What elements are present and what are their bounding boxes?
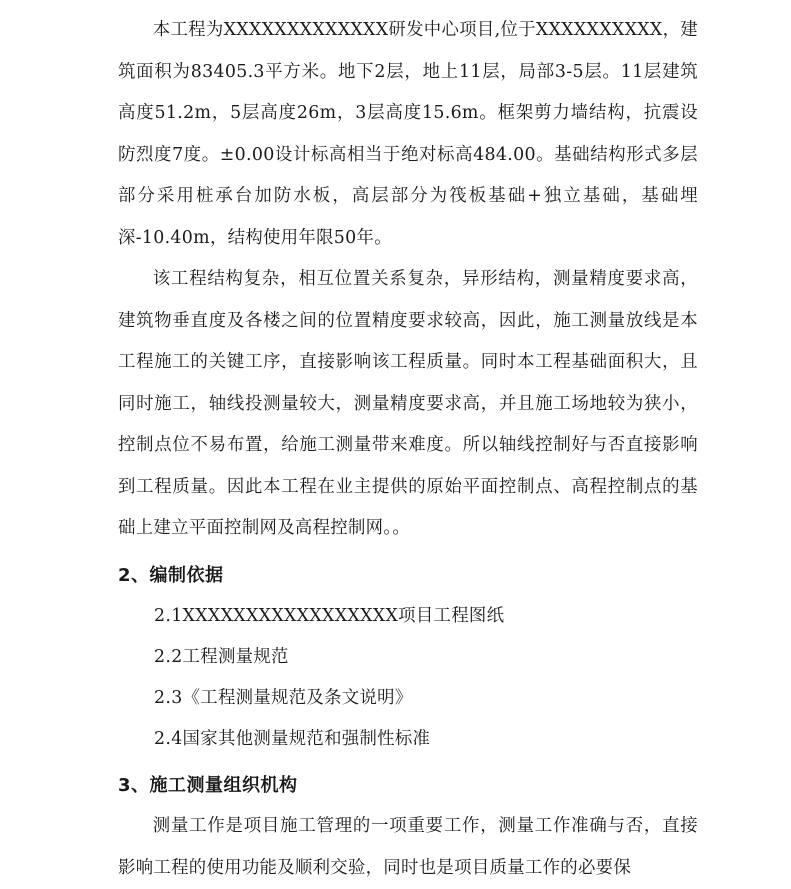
basis-item: 2.3《工程测量规范及条文说明》 <box>154 687 413 708</box>
organization-paragraph: 测量工作是项目施工管理的一项重要工作，测量工作准确与否，直接影响工程的使用功能及顺利交验，同时也是项目质量工作的必要保 <box>118 816 698 878</box>
basis-item: 2.4国家其他测量规范和强制性标准 <box>154 729 431 750</box>
project-overview-paragraph: 本工程为XXXXXXXXXXXXX研发中心项目,位于XXXXXXXXXX，建筑面积为83405.3平方米。地下2层，地上11层，局部3-5层。11层建筑高度51.2m，5层高度26m，3层高度15.6m。框架剪力墙结构，抗震设防烈度7度。±0.00设计标高相当于绝对标高484.00。基础结构形式多层部分采用桩承台加防水板，高层部分为筏板基础+独立基础，基础埋深-10.40m，结构使用年限50年。 <box>118 20 698 248</box>
document-page <box>118 10 698 889</box>
basis-item: 2.2工程测量规范 <box>154 646 289 667</box>
basis-list <box>118 596 698 761</box>
section-2-heading: 2、编制依据 <box>118 564 224 586</box>
survey-importance-paragraph: 该工程结构复杂，相互位置关系复杂，异形结构，测量精度要求高，建筑物垂直度及各楼之间的位置精度要求较高，因此，施工测量放线是本工程施工的关键工序，直接影响该工程质量。同时本工程基础面积大，且同时施工，轴线投测量较大，测量精度要求高，并且施工场地较为狭小，控制点位不易布置，给施工测量带来难度。所以轴线控制好与否直接影响到工程质量。因此本工程在业主提供的原始平面控制点、高程控制点的基础上建立平面控制网及高程控制网。。 <box>118 269 698 538</box>
basis-item: 2.1XXXXXXXXXXXXXXXXX项目工程图纸 <box>154 605 505 626</box>
section-3-heading: 3、施工测量组织机构 <box>118 775 298 797</box>
